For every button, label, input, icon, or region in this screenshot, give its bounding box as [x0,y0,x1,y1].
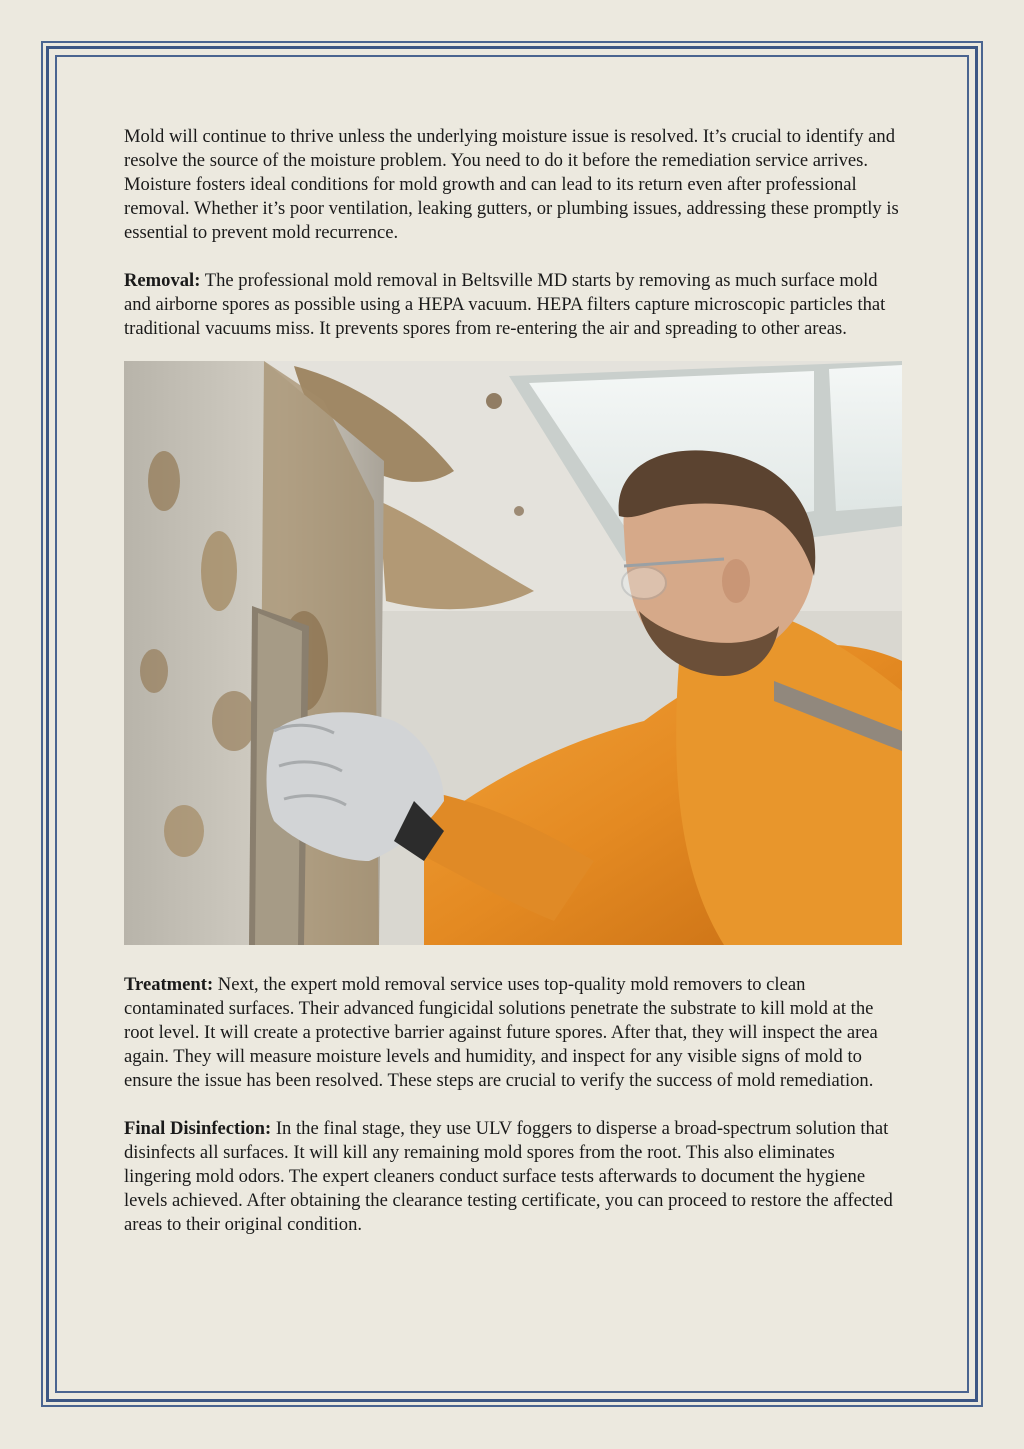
removal-text: The professional mold removal in Beltsville MD starts by removing as much surface mold and airborne spores as possible using a HEPA vacuum. HEPA filters capture microscopic particles that traditional vacuums miss. It prevents spores from re-entering the air and spreading to other areas. [124,270,886,339]
treatment-text: Next, the expert mold removal service uses top-quality mold removers to clean contaminated surfaces. Their advanced fungicidal solutions penetrate the substrate to kill mold at the root level. It will create a protective barrier against future spores. After that, they will inspect the area again. They will measure moisture levels and humidity, and inspect for any visible signs of mold to ensure the issue has been resolved. These steps are crucial to verify the success of mold remediation. [124,974,878,1091]
treatment-heading: Treatment: [124,974,214,995]
removal-paragraph [124,269,902,341]
final-disinfection-text: In the final stage, they use ULV foggers to disperse a broad-spectrum solution that disinfects all surfaces. It will kill any remaining mold spores from the root. This also eliminates lingering mold odors. The expert cleaners conduct surface tests afterwards to document the hygiene levels achieved. After obtaining the clearance testing certificate, you can proceed to restore the affected areas to their original condition. [124,1118,893,1235]
treatment-paragraph [124,973,902,1093]
final-disinfection-paragraph [124,1117,902,1237]
removal-heading: Removal: [124,270,201,291]
intro-paragraph: Mold will continue to thrive unless the underlying moisture issue is resolved. It’s crucial to identify and resolve the source of the moisture problem. You need to do it before the remediation service arrives. Moisture fosters ideal conditions for mold growth and can lead to its return even after professional removal. Whether it’s poor ventilation, leaking gutters, or plumbing issues, addressing these promptly is essential to prevent mold recurrence. [124,126,899,243]
final-disinfection-heading: Final Disinfection: [124,1118,272,1139]
mold-inspection-photo [124,361,902,945]
document-body [124,125,902,1237]
